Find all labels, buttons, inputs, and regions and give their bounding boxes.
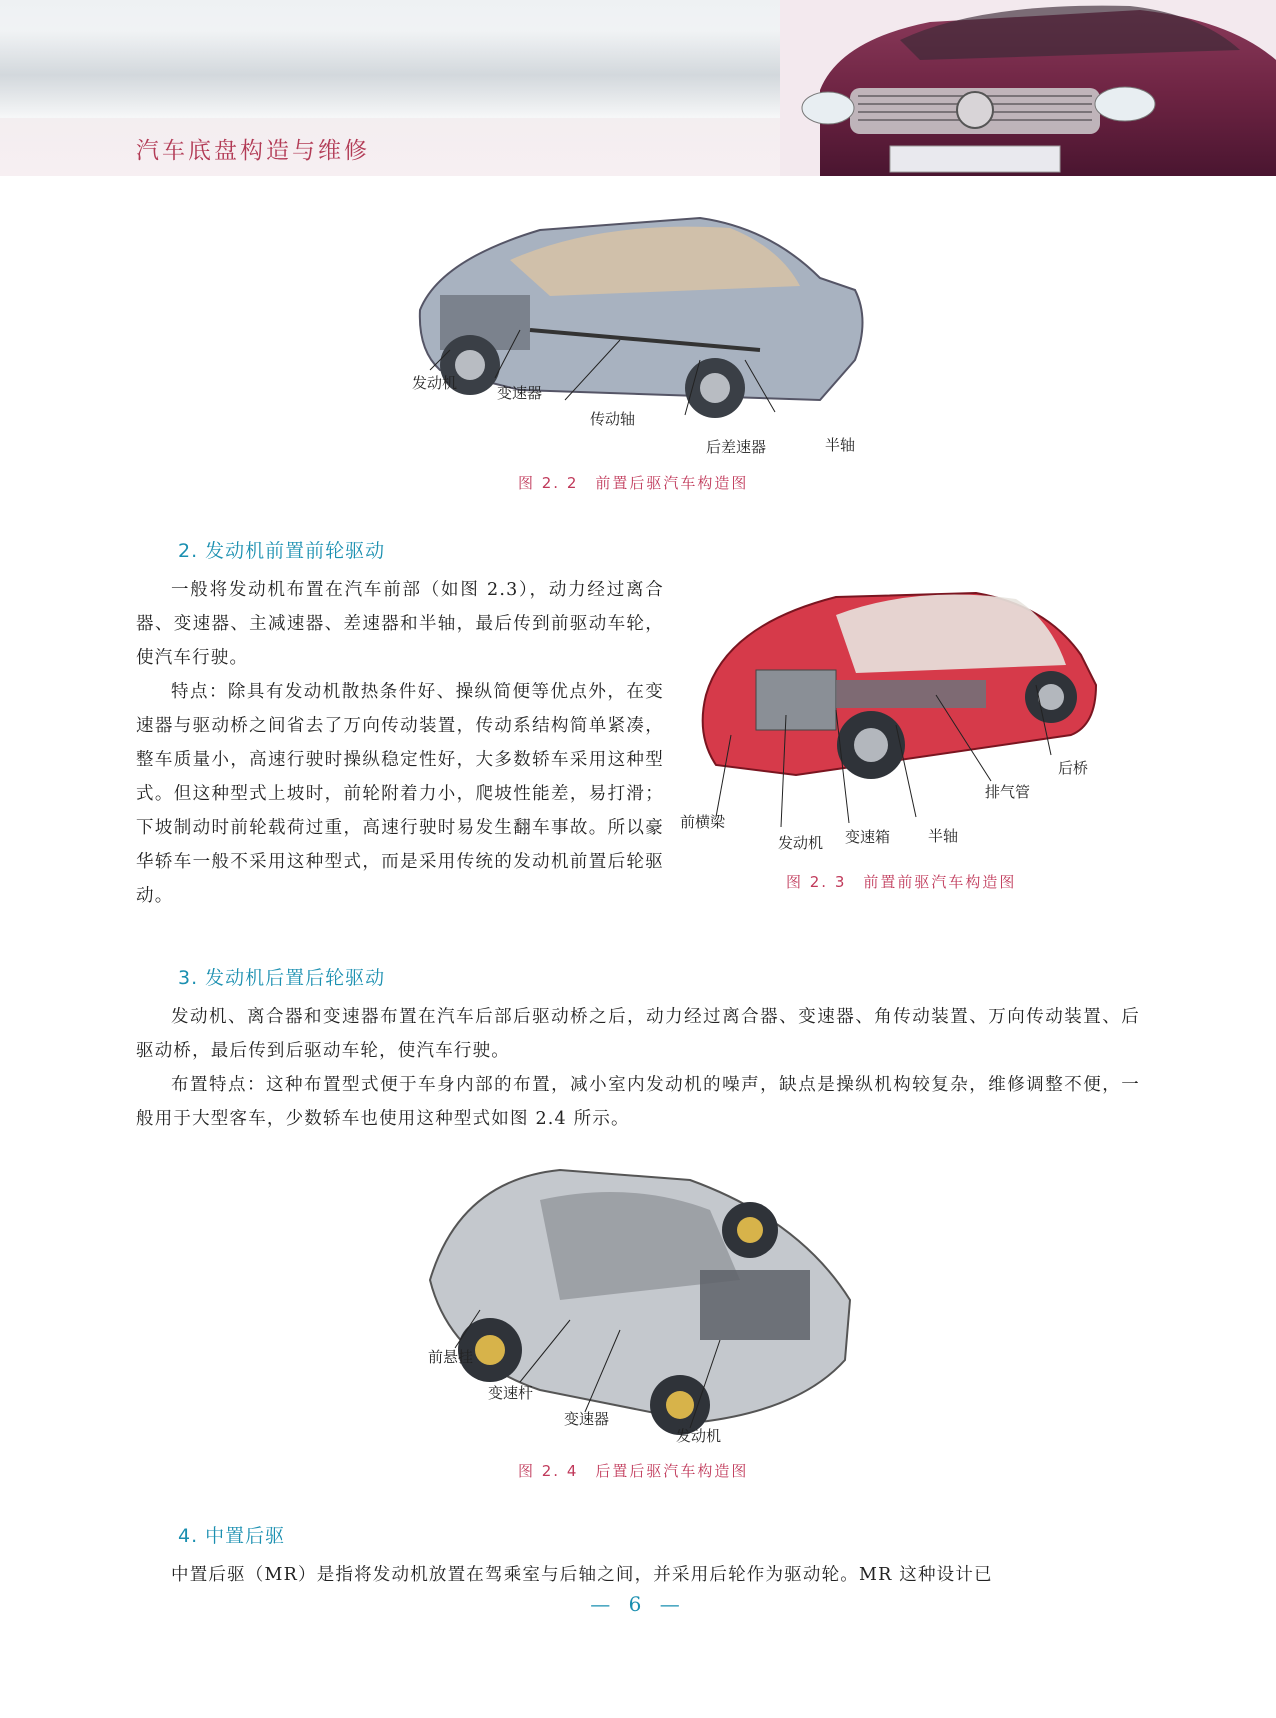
figure-2-3-caption: 图 2. 3 前置前驱汽车构造图 (786, 873, 1017, 891)
fig-2-3-label-exhaust-pipe: 排气管 (985, 783, 1031, 801)
fig-2-3-label-engine: 发动机 (778, 834, 824, 852)
section-3-paragraph-2: 布置特点：这种布置型式便于车身内部的布置，减小室内发动机的噪声，缺点是操纵机构较复杂，维修调整不便，一般用于大型客车，少数轿车也使用这种型式如图 2.4 所示。 (136, 1075, 1140, 1129)
section-4-heading: 4. 中置后驱 (178, 1525, 286, 1547)
fig-2-2-label-engine: 发动机 (412, 374, 458, 392)
fig-2-3-label-rear-axle: 后桥 (1058, 759, 1089, 777)
page-header (0, 0, 1276, 176)
section-2-paragraph-1: 一般将发动机布置在汽车前部（如图 2.3），动力经过离合器、变速器、主减速器、差速器和半轴，最后传到前驱动车轮，使汽车行驶。 (136, 580, 664, 668)
figure-2-4 (420, 1160, 860, 1450)
header-car-image (780, 0, 1276, 176)
fig-2-3-label-gearbox: 变速箱 (845, 828, 891, 846)
figure-2-2-caption: 图 2. 2 前置后驱汽车构造图 (518, 474, 749, 492)
figure-2-3 (680, 585, 1106, 855)
section-3-paragraph-1: 发动机、离合器和变速器布置在汽车后部后驱动桥之后，动力经过离合器、变速器、角传动装置、万向传动装置、后驱动桥，最后传到后驱动车轮，使汽车行驶。 (136, 1007, 1140, 1061)
fig-2-2-label-driveshaft: 传动轴 (590, 410, 636, 428)
header-band (0, 118, 790, 176)
section-4-paragraph-1: 中置后驱（MR）是指将发动机放置在驾乘室与后轴之间，并采用后轮作为驱动轮。MR 这种设计已 (171, 1565, 993, 1585)
fig-2-3-label-half-shaft: 半轴 (928, 827, 959, 845)
header-mist-decoration (0, 30, 800, 120)
fig-2-2-label-transmission: 变速器 (497, 384, 543, 402)
section-3-heading: 3. 发动机后置后轮驱动 (178, 967, 386, 989)
fig-2-4-label-transmission: 变速器 (564, 1410, 610, 1428)
fig-2-4-label-engine: 发动机 (676, 1427, 722, 1445)
fr-car-cutaway-image (400, 200, 880, 470)
figure-2-4-caption: 图 2. 4 后置后驱汽车构造图 (518, 1462, 749, 1480)
fig-2-2-label-half-shaft: 半轴 (825, 436, 856, 454)
figure-2-2 (400, 200, 880, 470)
page-number: — 6 — (590, 1592, 686, 1616)
ff-car-cutaway-image (686, 585, 1106, 855)
rr-car-cutaway-image (420, 1160, 860, 1450)
section-2-heading: 2. 发动机前置前轮驱动 (178, 540, 386, 562)
fig-2-3-label-front-crossmember: 前横梁 (680, 813, 726, 831)
fig-2-2-label-rear-differential: 后差速器 (706, 438, 767, 456)
fig-2-4-label-gear-lever: 变速杆 (488, 1384, 534, 1402)
section-2-paragraph-2: 特点：除具有发动机散热条件好、操纵简便等优点外，在变速器与驱动桥之间省去了万向传动装置，传动系结构简单紧凑，整车质量小，高速行驶时操纵稳定性好，大多数轿车采用这种型式。但这种型式上坡时，前轮附着力小，爬坡性能差，易打滑；下坡制动时前轮载荷过重，高速行驶时易发生翻车事故。所以豪华轿车一般不采用这种型式，而是采用传统的发动机前置后轮驱动。 (136, 682, 664, 906)
header-title: 汽车底盘构造与维修 (136, 138, 370, 164)
fig-2-4-label-front-suspension: 前悬挂 (428, 1348, 474, 1366)
